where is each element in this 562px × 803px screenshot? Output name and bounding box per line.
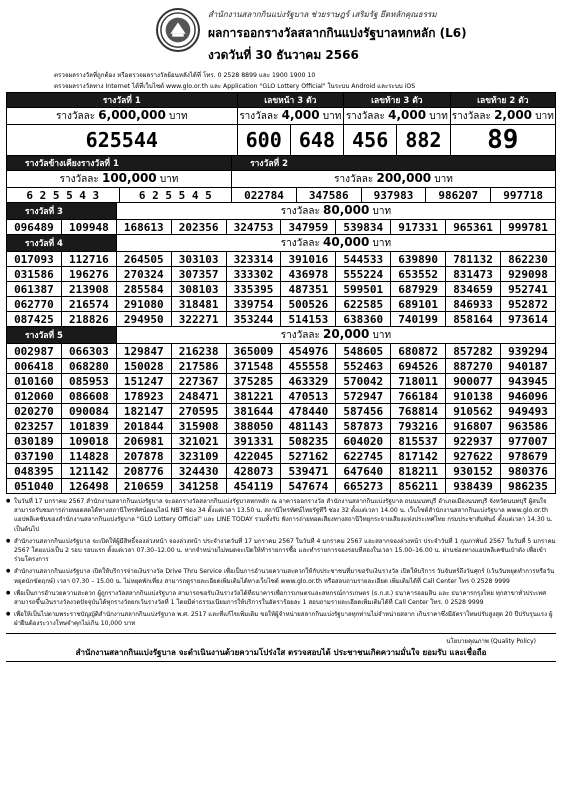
back2-label: เลขท้าย 2 ตัว — [450, 93, 555, 108]
draw-date: งวดวันที่ 30 ธันวาคม 2566 — [208, 48, 359, 62]
prize-number-cell: 109018 — [61, 434, 116, 449]
prize-number-cell: 031586 — [7, 267, 62, 282]
page-title: ผลการออกรางวัลสลากกินแบ่งรัฐบาลหกหลัก (L6) — [208, 26, 467, 40]
prize-number-cell: 151247 — [116, 374, 171, 389]
prize-number-cell: 986235 — [501, 479, 556, 494]
prize-number-cell: 303103 — [171, 252, 226, 267]
table-row — [7, 389, 556, 404]
prize-number-cell: 090084 — [61, 404, 116, 419]
prize-number-cell: 487351 — [281, 282, 336, 297]
prize4-label: รางวัลที่ 4 — [7, 235, 117, 252]
prize-number-cell: 207878 — [116, 449, 171, 464]
near1-label: รางวัลข้างเคียงรางวัลที่ 1 — [7, 156, 232, 171]
front3-number: 600 — [237, 125, 290, 156]
prize-number-cell: 680872 — [391, 344, 446, 359]
prize2-number: 986207 — [426, 188, 491, 203]
info-web: ตรวจผลรางวัลทาง Internet ได้ที่เว็บไซต์ www.glo.or.th และ Application "GLO Lottery Official" ในระบบ Android และระบบ iOS — [54, 83, 416, 90]
prize-number-cell: 978679 — [501, 449, 556, 464]
prize-number-cell: 202356 — [171, 220, 226, 235]
prize-number-cell: 323314 — [226, 252, 281, 267]
note-item: ● เพื่อเป็นการอำนวยความสะดวก ผู้ถูกรางวัลสลากกินแบ่งรัฐบาล สามารถขอรับเงินรางวัลได้ที่ธนาคารเพื่อการเกษตรและสหกรณ์การเกษตร (ธ.ก.ส.) ธนาคารออมสิน และ ธนาคารกรุงไทย ทุกสาขาทั่วประเทศ สามารถขึ้นเงินรางวัลงวดปัจจุบันได้ทุกรางวัลยกเว้นรางวัลที่ 1 โดยมีค่าธรรมเนียมการให้บริการในอัตราร้อยละ 1 สอบถามรายละเอียดเพิ่มเติมได้ที่ Call Center โทร. 0 2528 9999 — [6, 589, 556, 607]
back3-number: 456 — [344, 125, 397, 156]
prize-number-cell: 539834 — [336, 220, 391, 235]
table-row — [7, 297, 556, 312]
table-row — [7, 449, 556, 464]
prize-number-cell: 341258 — [171, 479, 226, 494]
prize-number-cell: 218826 — [61, 312, 116, 327]
prize-number-cell: 793216 — [391, 419, 446, 434]
prize-number-cell: 665273 — [336, 479, 391, 494]
prize-number-cell: 965361 — [446, 220, 501, 235]
prize-number-cell: 422045 — [226, 449, 281, 464]
prize-number-cell: 781132 — [446, 252, 501, 267]
quality-motto: สำนักงานสลากกินแบ่งรัฐบาล จะดำเนินงานด้วยความโปร่งใส ตรวจสอบได้ ประชาชนเกิดความมั่นใจ ยอมรับ และเชื่อถือ — [75, 647, 487, 657]
prize-number-cell: 066303 — [61, 344, 116, 359]
prize-number-cell: 375285 — [226, 374, 281, 389]
table-row — [7, 404, 556, 419]
prize-number-cell: 020270 — [7, 404, 62, 419]
prize-number-cell: 900077 — [446, 374, 501, 389]
prize-number-cell: 622745 — [336, 449, 391, 464]
prize-number-cell: 201844 — [116, 419, 171, 434]
prize-number-cell: 381644 — [226, 404, 281, 419]
prize-number-cell: 307357 — [171, 267, 226, 282]
prize-number-cell: 952741 — [501, 282, 556, 297]
prize2-number: 022784 — [232, 188, 297, 203]
prize-grid-table — [6, 202, 556, 494]
info-phone: ตรวจผลรางวัลที่ถูกต้อง หรือตรวจผลรางวัลย้อนหลังได้ที่ โทร. 0 2528 8899 และ 1900 1900 10 — [54, 72, 316, 79]
prize-number-cell: 687929 — [391, 282, 446, 297]
prize1-number: 625544 — [7, 125, 238, 156]
prize-number-cell: 006418 — [7, 359, 62, 374]
near1-amount: รางวัลละ 100,000 บาท — [7, 171, 232, 188]
prize-number-cell: 718011 — [391, 374, 446, 389]
prize3-amount: รางวัลละ 80,000 บาท — [116, 203, 555, 220]
back3-number: 882 — [397, 125, 450, 156]
prize-number-cell: 508235 — [281, 434, 336, 449]
prize-number-cell: 264505 — [116, 252, 171, 267]
prize-number-cell: 062770 — [7, 297, 62, 312]
prize-number-cell: 030189 — [7, 434, 62, 449]
note-item: ● ในวันที่ 17 มกราคม 2567 สำนักงานสลากกินแบ่งรัฐบาล จะออกรางวัลสลากกินแบ่งรัฐบาลหกหลัก ณ อาคารออกรางวัล สำนักงานสลากกินแบ่งรัฐบาล ถนนนนทบุรี อำเภอเมืองนนทบุรี จังหวัดนนทบุรี ผู้สนใจสามารถรับชมการถ่ายทอดสดได้ทางสถานีโทรทัศน์ออนไลน์ NBT ช่อง 34 ตั้งแต่เวลา 13.50 น. สถานีโทรทัศน์ไทยรัฐทีวี ช่อง 32 ตั้งแต่เวลา 14.00 น. เว็บไซต์สำนักงานสลากกินแบ่งรัฐบาล www.glo.or.th แอปพลิเคชันของสำนักงานสลากกินแบ่งรัฐบาล "GLO Lottery Official" และ LINE TODAY รวมทั้งรับ ฟังการถ่ายทอดเสียงทางสถานีวิทยุกระจายเสียงแห่งประเทศไทย กรมประชาสัมพันธ์ ตั้งแต่เวลา 14.30 น. เป็นต้นไป — [6, 497, 556, 534]
prize-number-cell: 922937 — [446, 434, 501, 449]
prize-number-cell: 335395 — [226, 282, 281, 297]
near-and-prize2-table — [6, 155, 556, 203]
prize-number-cell: 818211 — [391, 464, 446, 479]
prize5-amount: รางวัลละ 20,000 บาท — [116, 327, 555, 344]
prize-number-cell: 347959 — [281, 220, 336, 235]
top-prizes-table — [6, 92, 556, 156]
prize-number-cell: 768814 — [391, 404, 446, 419]
prize-number-cell: 940187 — [501, 359, 556, 374]
prize1-amount: รางวัลละ 6,000,000 บาท — [7, 108, 238, 125]
prize2-number: 937983 — [361, 188, 426, 203]
table-row — [7, 434, 556, 449]
prize-number-cell: 333302 — [226, 267, 281, 282]
prize-number-cell: 831473 — [446, 267, 501, 282]
prize-number-cell: 085953 — [61, 374, 116, 389]
prize-number-cell: 321021 — [171, 434, 226, 449]
prize-number-cell: 858164 — [446, 312, 501, 327]
prize-number-cell: 653552 — [391, 267, 446, 282]
prize-number-cell: 217586 — [171, 359, 226, 374]
prize-number-cell: 943945 — [501, 374, 556, 389]
table-row — [7, 312, 556, 327]
table-row — [7, 464, 556, 479]
prize-number-cell: 208776 — [116, 464, 171, 479]
prize-number-cell: 391016 — [281, 252, 336, 267]
prize-number-cell: 150028 — [116, 359, 171, 374]
prize-number-cell: 353244 — [226, 312, 281, 327]
prize4-amount: รางวัลละ 40,000 บาท — [116, 235, 555, 252]
prize-number-cell: 109948 — [61, 220, 116, 235]
prize-number-cell: 599501 — [336, 282, 391, 297]
prize5-label: รางวัลที่ 5 — [7, 327, 117, 344]
prize-number-cell: 916807 — [446, 419, 501, 434]
table-row — [7, 479, 556, 494]
front3-number: 648 — [290, 125, 343, 156]
prize-number-cell: 216238 — [171, 344, 226, 359]
prize-number-cell: 178923 — [116, 389, 171, 404]
back2-amount: รางวัลละ 2,000 บาท — [450, 108, 555, 125]
prize-number-cell: 547674 — [281, 479, 336, 494]
prize-number-cell: 857282 — [446, 344, 501, 359]
prize-number-cell: 930152 — [446, 464, 501, 479]
prize-number-cell: 454119 — [226, 479, 281, 494]
prize-number-cell: 856211 — [391, 479, 446, 494]
prize-number-cell: 980376 — [501, 464, 556, 479]
prize-number-cell: 604020 — [336, 434, 391, 449]
prize-number-cell: 455558 — [281, 359, 336, 374]
prize-number-cell: 270324 — [116, 267, 171, 282]
prize-number-cell: 182147 — [116, 404, 171, 419]
prize-number-cell: 227367 — [171, 374, 226, 389]
prize-number-cell: 639890 — [391, 252, 446, 267]
prize-number-cell: 527162 — [281, 449, 336, 464]
table-row — [7, 344, 556, 359]
prize-number-cell: 196276 — [61, 267, 116, 282]
prize-number-cell: 973614 — [501, 312, 556, 327]
prize-number-cell: 061387 — [7, 282, 62, 297]
table-row — [7, 267, 556, 282]
prize-number-cell: 285584 — [116, 282, 171, 297]
prize-number-cell: 294950 — [116, 312, 171, 327]
prize-number-cell: 548605 — [336, 344, 391, 359]
prize-number-cell: 478440 — [281, 404, 336, 419]
prize-number-cell: 023257 — [7, 419, 62, 434]
prize-number-cell: 862230 — [501, 252, 556, 267]
prize-number-cell: 126498 — [61, 479, 116, 494]
prize-number-cell: 999781 — [501, 220, 556, 235]
prize-number-cell: 815537 — [391, 434, 446, 449]
quality-title: นโยบายคุณภาพ (Quality Policy) — [446, 637, 536, 645]
front3-label: เลขหน้า 3 ตัว — [237, 93, 344, 108]
prize-number-cell: 010160 — [7, 374, 62, 389]
prize-number-cell: 952872 — [501, 297, 556, 312]
back3-label: เลขท้าย 3 ตัว — [344, 93, 451, 108]
prize-number-cell: 086608 — [61, 389, 116, 404]
prize-number-cell: 694526 — [391, 359, 446, 374]
prize2-number: 997718 — [491, 188, 556, 203]
prize-number-cell: 622585 — [336, 297, 391, 312]
prize-number-cell: 927622 — [446, 449, 501, 464]
glo-logo-icon — [156, 8, 200, 52]
prize-number-cell: 112716 — [61, 252, 116, 267]
prize3-label: รางวัลที่ 3 — [7, 203, 117, 220]
prize-number-cell: 318481 — [171, 297, 226, 312]
prize-number-cell: 938439 — [446, 479, 501, 494]
prize-number-cell: 544533 — [336, 252, 391, 267]
prize-number-cell: 917331 — [391, 220, 446, 235]
prize-number-cell: 213908 — [61, 282, 116, 297]
notes-list — [6, 497, 556, 629]
prize-number-cell: 977007 — [501, 434, 556, 449]
header — [6, 6, 556, 76]
prize-number-cell: 817142 — [391, 449, 446, 464]
note-item: ● เพื่อให้เป็นไปตามพระราชบัญญัติสำนักงานสลากกินแบ่งรัฐบาล พ.ศ. 2517 และที่แก้ไขเพิ่มเติม ขอให้ผู้จำหน่ายสลากกินแบ่งรัฐบาลทุกท่านไม่จำหน่ายสลาก เกินราคาซึ่งมีอัตราโทษปรับสูงสุด 20 ปีปรับรุนแรง ผู้ฝ่าฝืนต้องระวางโทษจำคุกไม่เกิน 10,000 บาท — [6, 610, 556, 628]
agency-motto: สำนักงานสลากกินแบ่งรัฐบาล ช่วยราษฎร์ เสริมรัฐ ยึดหลักคุณธรรม — [208, 10, 437, 19]
prize-number-cell: 114828 — [61, 449, 116, 464]
prize-number-cell: 500526 — [281, 297, 336, 312]
prize2-amount: รางวัลละ 200,000 บาท — [232, 171, 556, 188]
note-item: ● สำนักงานสลากกินแบ่งรัฐบาล เปิดให้บริการจ่ายเงินรางวัล Drive Thru Service เพื่อเป็นการอำนวยความสะดวกให้กับประชาชนที่มาขอรับเงินรางวัล เปิดให้บริการ วันจันทร์ถึงวันศุกร์ (เว้นวันหยุดทำการหรือวันหยุดนักขัตฤกษ์) เวลา 07.30 – 15.00 น. ไม่หยุดพักเที่ยง สามารถดูรายละเอียดเพิ่มเติมได้ทางเว็บไซต์ www.glo.or.th หรือสอบถามรายละเอียด เพิ่มเติมได้ที่ Call Center โทร 0 2528 9999 — [6, 567, 556, 585]
prize-number-cell: 846933 — [446, 297, 501, 312]
prize2-number: 347586 — [296, 188, 361, 203]
prize-number-cell: 391331 — [226, 434, 281, 449]
prize-number-cell: 963586 — [501, 419, 556, 434]
prize-number-cell: 210659 — [116, 479, 171, 494]
prize-number-cell: 463329 — [281, 374, 336, 389]
prize-number-cell: 291080 — [116, 297, 171, 312]
note-item: ● สำนักงานสลากกินแบ่งรัฐบาล จะเปิดให้ผู้มีสิทธิ์จองล่วงหน้า จองล่วงหน้า ประจำงวดวันที่ 17 มกราคม 2567 ในวันที่ 4 มกราคม 2567 และสลากจองล่วงหน้า ประจำวันที่ 1 กุมภาพันธ์ 2567 ในวันที่ 5 มกราคม 2567 โดยแบ่งเป็น 2 รอบ รอบแรก ตั้งแต่เวลา 07.30–12.00 น. หากจำหน่ายไม่หมดจะเปิดให้ทำรายการซื้อ และทำรายการจองรอบที่สองในเวลา 15.00–16.00 น. ผ่านช่องทางแอปพลิเคชันเป๋าตัง เพื่อเข้าร่วมโครงการ — [6, 537, 556, 565]
prize-number-cell: 647640 — [336, 464, 391, 479]
prize-number-cell: 365009 — [226, 344, 281, 359]
prize-number-cell: 946096 — [501, 389, 556, 404]
prize-number-cell: 101839 — [61, 419, 116, 434]
table-row — [7, 282, 556, 297]
prize-number-cell: 129847 — [116, 344, 171, 359]
table-row — [7, 359, 556, 374]
prize-number-cell: 324753 — [226, 220, 281, 235]
prize-number-cell: 539471 — [281, 464, 336, 479]
prize-number-cell: 689101 — [391, 297, 446, 312]
prize-number-cell: 552463 — [336, 359, 391, 374]
prize-number-cell: 206981 — [116, 434, 171, 449]
prize-number-cell: 834659 — [446, 282, 501, 297]
prize-number-cell: 051040 — [7, 479, 62, 494]
prize-number-cell: 436978 — [281, 267, 336, 282]
prize-number-cell: 096489 — [7, 220, 62, 235]
prize-number-cell: 087425 — [7, 312, 62, 327]
prize-number-cell: 572947 — [336, 389, 391, 404]
prize-number-cell: 216574 — [61, 297, 116, 312]
prize-number-cell: 048395 — [7, 464, 62, 479]
prize-number-cell: 324430 — [171, 464, 226, 479]
prize-number-cell: 587456 — [336, 404, 391, 419]
prize-number-cell: 949493 — [501, 404, 556, 419]
prize-number-cell: 428073 — [226, 464, 281, 479]
prize-number-cell: 388050 — [226, 419, 281, 434]
near1-number: 6 2 5 5 4 5 — [119, 188, 232, 203]
prize-number-cell: 910562 — [446, 404, 501, 419]
back2-number: 89 — [450, 125, 555, 156]
prize-number-cell: 017093 — [7, 252, 62, 267]
prize-number-cell: 555224 — [336, 267, 391, 282]
prize-number-cell: 470513 — [281, 389, 336, 404]
prize-number-cell: 740199 — [391, 312, 446, 327]
prize-number-cell: 929098 — [501, 267, 556, 282]
prize-number-cell: 012060 — [7, 389, 62, 404]
info-lines — [54, 70, 556, 92]
prize-number-cell: 002987 — [7, 344, 62, 359]
prize-number-cell: 308103 — [171, 282, 226, 297]
prize-number-cell: 570042 — [336, 374, 391, 389]
prize-number-cell: 454976 — [281, 344, 336, 359]
prize-number-cell: 339754 — [226, 297, 281, 312]
prize-number-cell: 587873 — [336, 419, 391, 434]
prize-number-cell: 910138 — [446, 389, 501, 404]
prize-number-cell: 381221 — [226, 389, 281, 404]
prize-number-cell: 766184 — [391, 389, 446, 404]
prize-number-cell: 887270 — [446, 359, 501, 374]
prize1-label: รางวัลที่ 1 — [7, 93, 238, 108]
table-row — [7, 374, 556, 389]
prize-number-cell: 315908 — [171, 419, 226, 434]
prize-number-cell: 121142 — [61, 464, 116, 479]
prize-number-cell: 939294 — [501, 344, 556, 359]
prize-number-cell: 322271 — [171, 312, 226, 327]
prize-number-cell: 638360 — [336, 312, 391, 327]
prize2-label: รางวัลที่ 2 — [232, 156, 556, 171]
quality-policy — [6, 633, 556, 662]
table-row — [7, 419, 556, 434]
prize-number-cell: 168613 — [116, 220, 171, 235]
prize-number-cell: 068280 — [61, 359, 116, 374]
prize-number-cell: 037190 — [7, 449, 62, 464]
table-row — [7, 220, 556, 235]
near1-number: 6 2 5 5 4 3 — [7, 188, 120, 203]
prize-number-cell: 371548 — [226, 359, 281, 374]
front3-amount: รางวัลละ 4,000 บาท — [237, 108, 344, 125]
back3-amount: รางวัลละ 4,000 บาท — [344, 108, 451, 125]
prize-number-cell: 323109 — [171, 449, 226, 464]
prize-number-cell: 481143 — [281, 419, 336, 434]
table-row — [7, 252, 556, 267]
prize-number-cell: 514153 — [281, 312, 336, 327]
prize-number-cell: 248471 — [171, 389, 226, 404]
prize-number-cell: 270595 — [171, 404, 226, 419]
